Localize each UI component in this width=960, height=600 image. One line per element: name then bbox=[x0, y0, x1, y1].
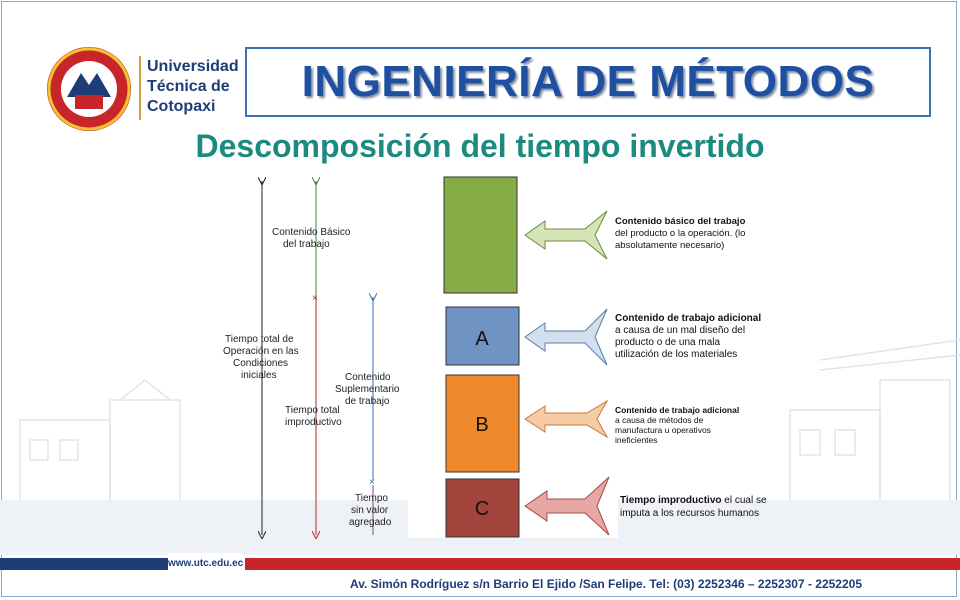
block-c-label: C bbox=[474, 498, 490, 520]
svg-text:Suplementario: Suplementario bbox=[335, 384, 400, 395]
slide-title: INGENIERÍA DE MÉTODOS bbox=[301, 57, 875, 106]
svg-text:del trabajo: del trabajo bbox=[283, 239, 330, 250]
svg-text:Operación en las: Operación en las bbox=[223, 346, 299, 357]
block-a-label: A bbox=[475, 328, 489, 350]
svg-text:absolutamente necesario): absolutamente necesario) bbox=[615, 240, 725, 251]
university-name-line: Técnica de bbox=[147, 78, 230, 95]
svg-text:Tiempo: Tiempo bbox=[355, 493, 388, 504]
svg-text:ineficientes: ineficientes bbox=[615, 435, 658, 445]
svg-text:Condiciones: Condiciones bbox=[233, 358, 289, 369]
footer-website: www.utc.edu.ec bbox=[168, 553, 242, 575]
svg-text:agregado: agregado bbox=[349, 517, 392, 528]
description-basic bbox=[615, 216, 746, 251]
university-name-line: Cotopaxi bbox=[147, 98, 216, 115]
svg-text:a causa de métodos de: a causa de métodos de bbox=[615, 415, 704, 425]
svg-text:de trabajo: de trabajo bbox=[345, 396, 390, 407]
description-c bbox=[620, 495, 767, 519]
svg-text:Contenido: Contenido bbox=[345, 372, 391, 383]
svg-text:a causa de un mal diseño del: a causa de un mal diseño del bbox=[615, 325, 746, 336]
svg-text:improductivo: improductivo bbox=[285, 417, 342, 428]
university-logo bbox=[45, 45, 133, 133]
university-name-line: Universidad bbox=[147, 58, 239, 75]
description-a bbox=[615, 313, 761, 360]
title-box bbox=[245, 47, 931, 117]
university-name bbox=[147, 57, 239, 117]
svg-text:producto o de una mala: producto o de una mala bbox=[615, 337, 721, 348]
footer-address: Av. Simón Rodríguez s/n Barrio El Ejido /San Felipe. Tel: (03) 2252346 – 2252307 - 2252205 bbox=[350, 577, 862, 591]
arrow-basic bbox=[525, 211, 607, 259]
svg-text:Contenido de trabajo adicional: Contenido de trabajo adicional bbox=[615, 313, 762, 324]
block-b-label: B bbox=[475, 414, 489, 436]
svg-text:manufactura u operativos: manufactura u operativos bbox=[615, 425, 711, 435]
footer-red-bar bbox=[245, 558, 960, 570]
svg-text:del producto o la operación. (: del producto o la operación. (lo bbox=[615, 228, 746, 239]
svg-text:Contenido de trabajo adicional: Contenido de trabajo adicional bbox=[615, 405, 740, 415]
label-improductive bbox=[285, 405, 342, 428]
svg-text:×: × bbox=[369, 477, 375, 488]
svg-text:Tiempo improductivo el cual se: Tiempo improductivo el cual se bbox=[620, 495, 767, 506]
logo-separator bbox=[139, 56, 141, 120]
svg-text:×: × bbox=[312, 293, 318, 304]
description-b bbox=[615, 405, 739, 445]
svg-text:Contenido básico del trabajo: Contenido básico del trabajo bbox=[615, 216, 746, 227]
label-total-time bbox=[223, 334, 299, 381]
block-basic bbox=[444, 177, 517, 293]
label-no-value bbox=[349, 493, 392, 528]
svg-text:imputa a los recursos humanos: imputa a los recursos humanos bbox=[620, 508, 759, 519]
svg-text:Tiempo total: Tiempo total bbox=[285, 405, 340, 416]
svg-text:Contenido Básico: Contenido Básico bbox=[272, 227, 351, 238]
label-basic-content bbox=[272, 227, 351, 250]
slide-subtitle: Descomposición del tiempo invertido bbox=[195, 128, 765, 164]
footer-blue-bar bbox=[0, 558, 168, 570]
label-supplementary bbox=[335, 372, 400, 407]
svg-text:Tiempo total de: Tiempo total de bbox=[225, 334, 294, 345]
svg-text:iniciales: iniciales bbox=[241, 370, 277, 381]
time-breakdown-diagram bbox=[215, 163, 815, 548]
svg-text:utilización de los materiales: utilización de los materiales bbox=[615, 349, 738, 360]
svg-text:sin valor: sin valor bbox=[351, 505, 389, 516]
